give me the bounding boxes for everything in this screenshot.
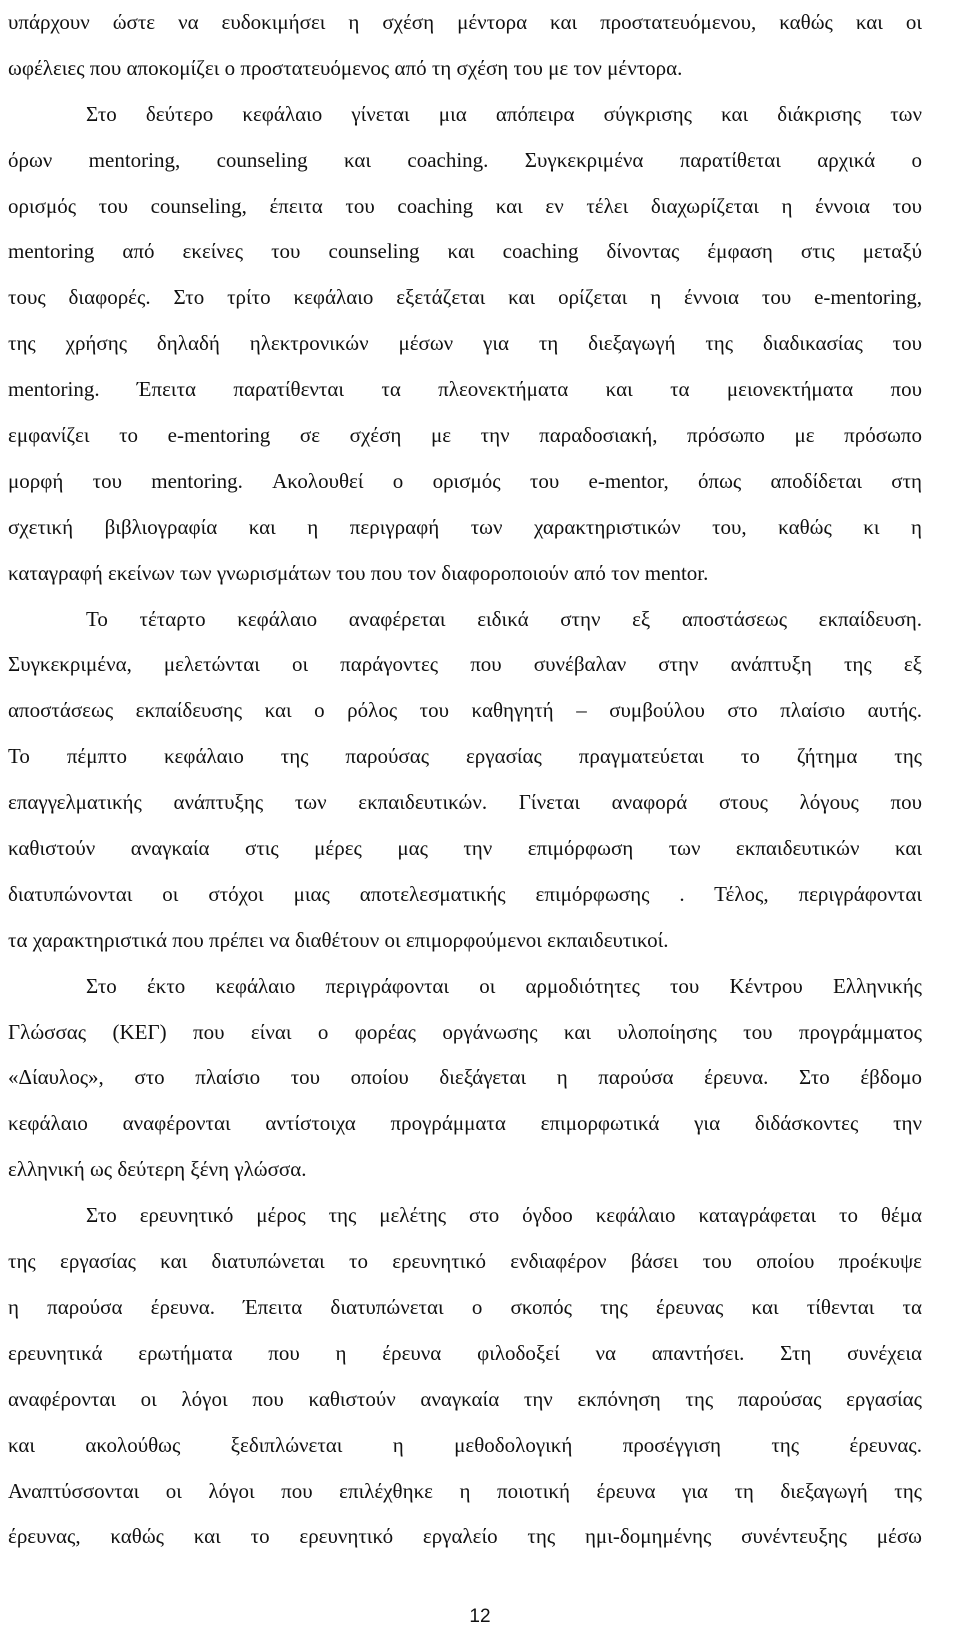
text-line: Συγκεκριμένα, μελετώνται οι παράγοντες που συνέβαλαν στην ανάπτυξη της εξ bbox=[8, 652, 922, 677]
text-line: όρων mentoring, counseling και coaching. Συγκεκριμένα παρατίθεται αρχικά ο bbox=[8, 147, 922, 172]
text-line: καθιστούν αναγκαία στις μέρες μας την επιμόρφωση των εκπαιδευτικών και bbox=[8, 836, 922, 861]
text-line: και ακολούθως ξεδιπλώνεται η μεθοδολογική προσέγγιση της έρευνας. bbox=[8, 1432, 922, 1457]
text-line: η παρούσα έρευνα. Έπειτα διατυπώνεται ο σκοπός της έρευνας και τίθενται τα bbox=[8, 1294, 922, 1319]
text-line: σχετική βιβλιογραφία και η περιγραφή των χαρακτηριστικών του, καθώς κι η bbox=[8, 514, 922, 539]
text-line: Το τέταρτο κεφάλαιο αναφέρεται ειδικά στην εξ αποστάσεως εκπαίδευση. bbox=[86, 606, 922, 631]
text-line: Στο έκτο κεφάλαιο περιγράφονται οι αρμοδιότητες του Κέντρου Ελληνικής bbox=[86, 973, 922, 998]
text-line: επαγγελματικής ανάπτυξης των εκπαιδευτικών. Γίνεται αναφορά στους λόγους που bbox=[8, 790, 922, 815]
text-line: Αναπτύσσονται οι λόγοι που επιλέχθηκε η ποιοτική έρευνα για τη διεξαγωγή της bbox=[8, 1478, 922, 1503]
text-line: αποστάσεως εκπαίδευσης και ο ρόλος του καθηγητή – συμβούλου στο πλαίσιο αυτής. bbox=[8, 698, 922, 723]
text-line: τους διαφορές. Στο τρίτο κεφάλαιο εξετάζεται και ορίζεται η έννοια του e-mentoring, bbox=[8, 285, 922, 310]
text-line: εμφανίζει το e-mentoring σε σχέση με την παραδοσιακή, πρόσωπο με πρόσωπο bbox=[8, 423, 922, 448]
text-line: ορισμός του counseling, έπειτα του coaching και εν τέλει διαχωρίζεται η έννοια του bbox=[8, 193, 922, 218]
page-number: 12 bbox=[469, 1606, 491, 1627]
text-line: της εργασίας και διατυπώνεται το ερευνητικό ενδιαφέρον βάσει του οποίου προέκυψε bbox=[8, 1249, 922, 1274]
text-line: έρευνας, καθώς και το ερευνητικό εργαλείο της ημι-δομημένης συνέντευξης μέσω bbox=[8, 1524, 922, 1549]
text-line: «Δίαυλος», στο πλαίσιο του οποίου διεξάγεται η παρούσα έρευνα. Στο έβδομο bbox=[8, 1065, 922, 1090]
text-line: ελληνική ως δεύτερη ξένη γλώσσα. bbox=[8, 1157, 307, 1182]
text-line: μορφή του mentoring. Ακολουθεί ο ορισμός του e-mentor, όπως αποδίδεται στη bbox=[8, 468, 922, 493]
text-line: καταγραφή εκείνων των γνωρισμάτων του που τον διαφοροποιούν από τον mentor. bbox=[8, 560, 709, 585]
text-line: υπάρχουν ώστε να ευδοκιμήσει η σχέση μέντορα και προστατευόμενου, καθώς και οι bbox=[8, 10, 922, 34]
text-line: της χρήσης δηλαδή ηλεκτρονικών μέσων για τη διεξαγωγή της διαδικασίας του bbox=[8, 331, 922, 356]
text-line: ερευνητικά ερωτήματα που η έρευνα φιλοδοξεί να απαντήσει. Στη συνέχεια bbox=[8, 1340, 922, 1365]
body-text bbox=[8, 0, 922, 1560]
text-line: κεφάλαιο αναφέρονται αντίστοιχα προγράμματα επιμορφωτικά για διδάσκοντες την bbox=[8, 1111, 922, 1136]
text-line: τα χαρακτηριστικά που πρέπει να διαθέτουν οι επιμορφούμενοι εκπαιδευτικοί. bbox=[8, 927, 669, 952]
text-line: Γλώσσας (ΚΕΓ) που είναι ο φορέας οργάνωσης και υλοποίησης του προγράμματος bbox=[8, 1019, 922, 1044]
text-line: mentoring. Έπειτα παρατίθενται τα πλεονεκτήματα και τα μειονεκτήματα που bbox=[8, 377, 922, 402]
text-line: διατυπώνονται οι στόχοι μιας αποτελεσματικής επιμόρφωσης . Τέλος, περιγράφονται bbox=[8, 881, 922, 906]
text-line: mentoring από εκείνες του counseling και coaching δίνοντας έμφαση στις μεταξύ bbox=[8, 239, 922, 264]
text-line: ωφέλειες που αποκομίζει ο προστατευόμενος από τη σχέση του με τον μέντορα. bbox=[8, 55, 683, 80]
text-line: Στο ερευνητικό μέρος της μελέτης στο όγδοο κεφάλαιο καταγράφεται το θέμα bbox=[86, 1203, 922, 1228]
text-line: Το πέμπτο κεφάλαιο της παρούσας εργασίας πραγματεύεται το ζήτημα της bbox=[8, 744, 922, 769]
text-line: αναφέρονται οι λόγοι που καθιστούν αναγκαία την εκπόνηση της παρούσας εργασίας bbox=[8, 1386, 922, 1411]
text-line: Στο δεύτερο κεφάλαιο γίνεται μια απόπειρα σύγκρισης και διάκρισης των bbox=[86, 101, 922, 126]
